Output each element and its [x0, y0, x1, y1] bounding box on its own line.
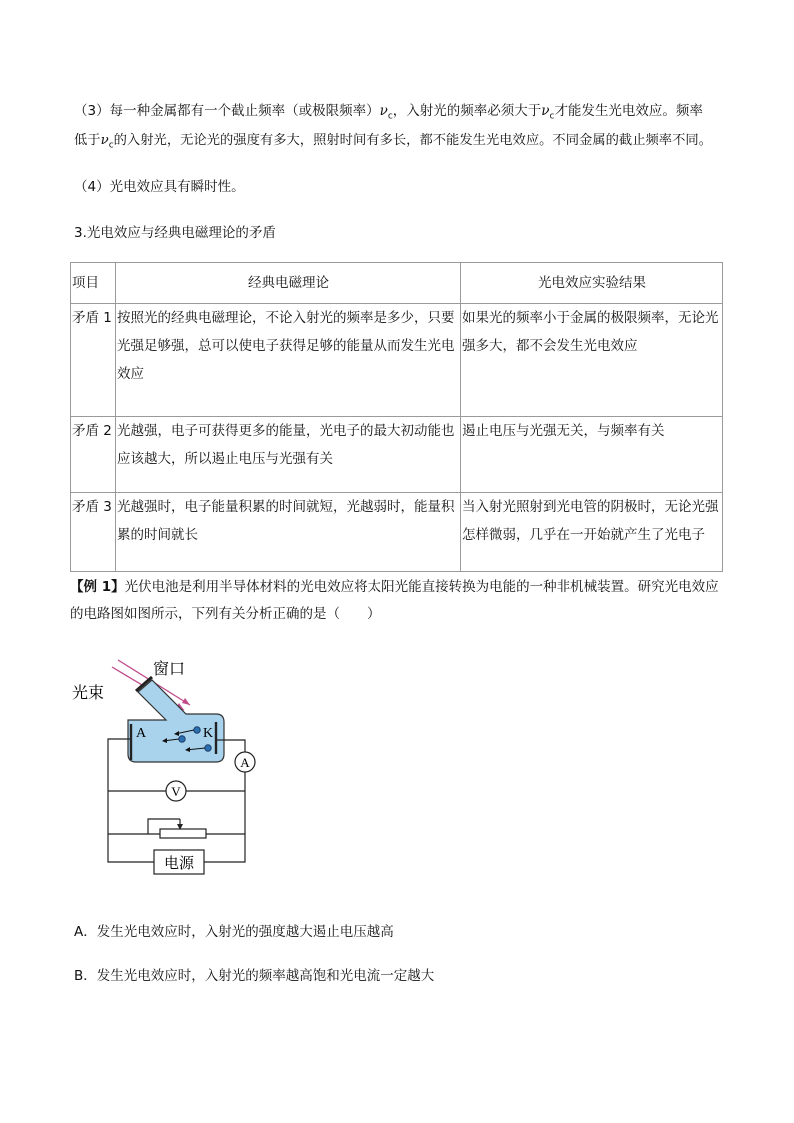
photoelectric-circuit-diagram — [70, 650, 270, 880]
paragraph-3-line-2: 低于$\nu_c$的入射光，无论光的强度有多大，照射时间有多长，都不能发生光电效应。不同金属的截止频率不同。 — [74, 133, 712, 151]
window-label: 窗口 — [153, 661, 186, 678]
row-3-item: 矛盾 3 — [71, 493, 116, 572]
row-3-classical: 光越强时，电子能量积累的时间就短，光越弱时，能量积 累的时间就长 — [116, 493, 461, 572]
header-item: 项目 — [71, 263, 116, 304]
row-1-classical: 按照光的经典电磁理论，不论入射光的频率是多少，只要 光强足够强，总可以使电子获得足够的能量从而发生光电 效应 — [116, 304, 461, 417]
header-classical: 经典电磁理论 — [116, 263, 461, 304]
power-source-label: 电源 — [163, 856, 195, 872]
option-b: B．发生光电效应时，入射光的频率越高饱和光电流一定越大 — [74, 968, 435, 984]
row-1-item: 矛盾 1 — [71, 304, 116, 417]
row-2-item: 矛盾 2 — [71, 417, 116, 493]
comparison-table — [70, 262, 723, 572]
table-header-row — [71, 263, 723, 304]
row-1-experiment: 如果光的频率小于金属的极限频率，无论光 强多大，都不会发生光电效应 — [461, 304, 723, 417]
paragraph-3-line-1: （3）每一种金属都有一个截止频率（或极限频率）$\nu_c$，入射光的频率必须大于$\nu_c$才能发生光电效应。频率 — [74, 103, 703, 122]
example-tag: 【例 1】 — [70, 579, 125, 595]
paragraph-4: （4）光电效应具有瞬时性。 — [74, 179, 245, 195]
voltmeter-label: V — [171, 784, 181, 799]
example-text: 光伏电池是利用半导体材料的光电效应将太阳光能直接转换为电能的一种非机械装置。研究光电效应的电路图如图所示，下列有关分析正确的是（ ） — [70, 579, 719, 622]
rheostat-icon — [160, 819, 206, 838]
table-row — [71, 304, 723, 417]
anode-label: A — [136, 726, 147, 741]
row-2-experiment: 遏止电压与光强无关，与频率有关 — [461, 417, 723, 493]
table-row — [71, 493, 723, 572]
beam-label: 光束 — [72, 685, 105, 702]
example-1 — [70, 574, 726, 628]
option-a: A．发生光电效应时，入射光的强度越大遏止电压越高 — [74, 924, 394, 940]
row-2-classical: 光越强，电子可获得更多的能量，光电子的最大初动能也 应该越大，所以遏止电压与光强有关 — [116, 417, 461, 493]
section-title: 3.光电效应与经典电磁理论的矛盾 — [74, 225, 276, 241]
ammeter-label: A — [240, 755, 250, 770]
row-3-experiment: 当入射光照射到光电管的阴极时，无论光强 怎样微弱，几乎在一开始就产生了光电子 — [461, 493, 723, 572]
header-experiment: 光电效应实验结果 — [461, 263, 723, 304]
cathode-label: K — [203, 726, 214, 741]
table-row — [71, 417, 723, 493]
